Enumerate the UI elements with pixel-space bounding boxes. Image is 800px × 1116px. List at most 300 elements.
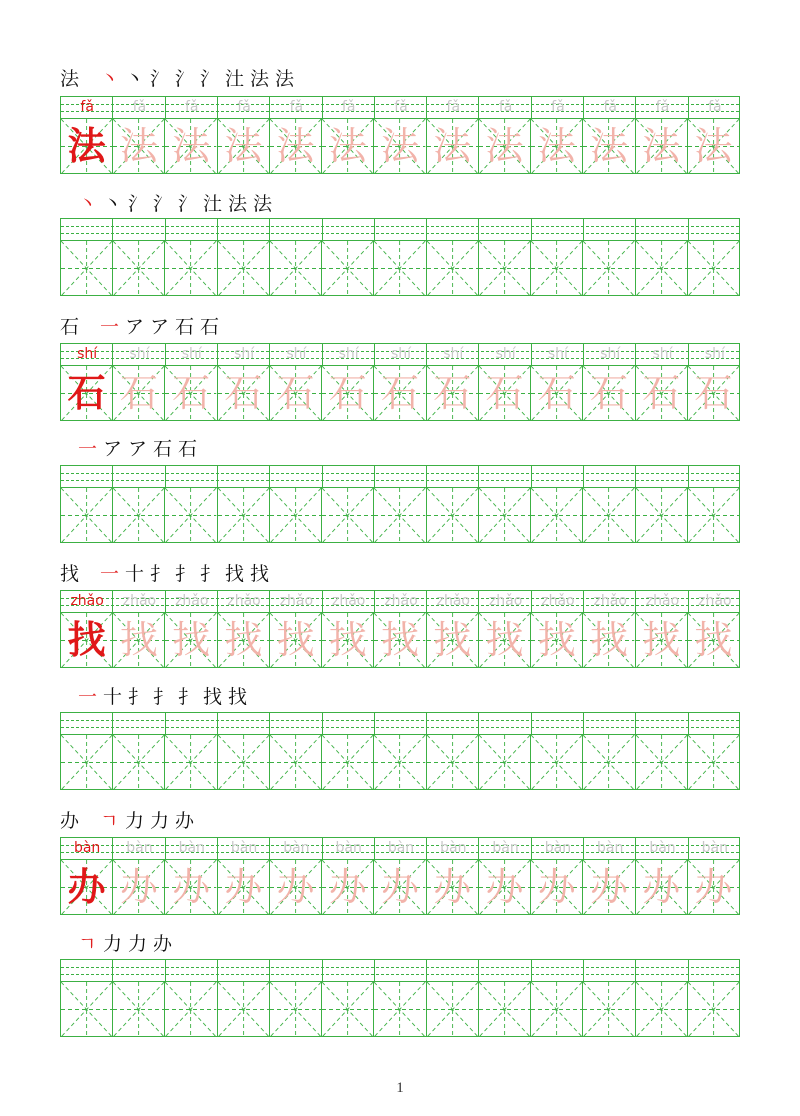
stroke-order-header	[60, 66, 300, 90]
pinyin-cell[interactable]	[375, 219, 427, 241]
pinyin-cell[interactable]	[218, 466, 270, 488]
stroke-step: 法	[228, 193, 248, 215]
pinyin-cell[interactable]	[166, 960, 218, 982]
stroke-step: 力	[103, 933, 123, 955]
trace-cell[interactable]	[113, 613, 165, 668]
pinyin-cell[interactable]	[427, 960, 479, 982]
character-label: 找	[60, 563, 80, 585]
writing-cell[interactable]	[113, 735, 165, 790]
pinyin-cell[interactable]	[689, 713, 741, 735]
trace-cell[interactable]	[583, 366, 635, 421]
writing-cell[interactable]	[479, 735, 531, 790]
trace-cell[interactable]	[218, 366, 270, 421]
stroke-order-repeat	[60, 436, 203, 460]
stroke-step: 一	[100, 563, 120, 585]
pinyin-cell[interactable]	[689, 219, 741, 241]
pinyin-trace: zhǎo	[541, 593, 575, 609]
pinyin-trace: shí	[652, 346, 673, 362]
pinyin-cell[interactable]	[636, 960, 688, 982]
character-cells	[61, 119, 739, 174]
mi-grid-guides	[636, 241, 687, 296]
stroke-step: 力	[150, 810, 170, 832]
trace-cell[interactable]	[218, 119, 270, 174]
writing-cell[interactable]	[531, 982, 583, 1037]
trace-cell[interactable]	[374, 119, 426, 174]
pinyin-cell[interactable]	[689, 960, 741, 982]
writing-cell[interactable]	[113, 982, 165, 1037]
trace-character: 办	[589, 865, 628, 909]
stroke-step: ア	[128, 438, 148, 460]
mi-grid-guides	[61, 488, 112, 543]
stroke-step: 丶	[100, 68, 120, 90]
writing-cell[interactable]	[218, 488, 270, 543]
trace-character: 办	[224, 865, 263, 909]
trace-character: 办	[433, 865, 472, 909]
writing-cell[interactable]	[688, 241, 739, 296]
mi-grid-guides	[479, 241, 530, 296]
trace-cell[interactable]	[479, 613, 531, 668]
trace-cell[interactable]	[270, 366, 322, 421]
trace-character: 石	[276, 371, 315, 415]
trace-character: 找	[537, 618, 576, 662]
trace-character: 法	[537, 124, 576, 168]
trace-character: 石	[537, 371, 576, 415]
trace-character: 石	[328, 371, 367, 415]
mi-grid-guides	[531, 488, 582, 543]
pinyin-cell[interactable]	[270, 466, 322, 488]
pinyin-cell[interactable]	[532, 713, 584, 735]
stroke-order-header	[60, 314, 225, 338]
mi-grid-guides	[531, 735, 582, 790]
pinyin-cell[interactable]	[689, 466, 741, 488]
pinyin-trace: bàn	[649, 840, 676, 856]
stroke-step: 办	[153, 933, 173, 955]
pinyin-cell[interactable]	[166, 466, 218, 488]
trace-cell[interactable]	[688, 613, 739, 668]
trace-cell[interactable]	[636, 119, 688, 174]
stroke-step: 十	[103, 686, 123, 708]
trace-character: 办	[328, 865, 367, 909]
pinyin-cell[interactable]	[479, 960, 531, 982]
pinyin-row	[61, 591, 739, 613]
writing-cell[interactable]	[688, 982, 739, 1037]
pinyin-cell[interactable]	[61, 960, 113, 982]
trace-character: 办	[119, 865, 158, 909]
stroke-step: 丶	[125, 68, 145, 90]
trace-character: 找	[381, 618, 420, 662]
stroke-step: 找	[203, 686, 223, 708]
stroke-step: 办	[175, 810, 195, 832]
writing-cell[interactable]	[479, 241, 531, 296]
pinyin-cell[interactable]	[270, 713, 322, 735]
mi-grid-guides	[374, 488, 425, 543]
character-label: 办	[60, 810, 80, 832]
writing-cell[interactable]	[322, 488, 374, 543]
writing-cell[interactable]	[688, 735, 739, 790]
mi-grid-guides	[583, 735, 634, 790]
writing-cell[interactable]	[531, 241, 583, 296]
stroke-step: ア	[150, 316, 170, 338]
pinyin-trace: fǎ	[341, 99, 356, 115]
writing-cell[interactable]	[61, 982, 113, 1037]
practice-grid	[60, 218, 740, 296]
pinyin-trace: fǎ	[289, 99, 304, 115]
trace-cell[interactable]	[218, 860, 270, 915]
trace-character: 办	[276, 865, 315, 909]
writing-cell[interactable]	[270, 488, 322, 543]
writing-cell[interactable]	[270, 241, 322, 296]
pinyin-cell[interactable]	[584, 713, 636, 735]
writing-cell[interactable]	[583, 488, 635, 543]
trace-character: 找	[328, 618, 367, 662]
practice-grid	[60, 465, 740, 543]
pinyin-cell[interactable]	[427, 219, 479, 241]
stroke-step: 法	[250, 68, 270, 90]
writing-cell[interactable]	[165, 735, 217, 790]
stroke-step: 扌	[175, 563, 195, 585]
pinyin-trace: fǎ	[237, 99, 251, 115]
trace-character: 法	[119, 124, 158, 168]
pinyin-row	[61, 713, 739, 735]
trace-cell[interactable]	[165, 613, 217, 668]
writing-cell[interactable]	[218, 982, 270, 1037]
trace-cell[interactable]	[479, 860, 531, 915]
trace-character: 法	[589, 124, 628, 168]
pinyin-trace: bàn	[440, 840, 467, 856]
stroke-step: 氵	[200, 68, 220, 90]
trace-cell[interactable]	[688, 119, 739, 174]
mi-grid-guides	[270, 241, 321, 296]
pinyin-cell[interactable]	[584, 466, 636, 488]
writing-cell[interactable]	[427, 735, 479, 790]
pinyin-cell[interactable]	[427, 466, 479, 488]
writing-cell[interactable]	[61, 735, 113, 790]
writing-cell[interactable]	[479, 982, 531, 1037]
writing-cell[interactable]	[427, 982, 479, 1037]
writing-cell[interactable]	[113, 241, 165, 296]
pinyin-model: zhǎo	[70, 593, 104, 609]
pinyin-trace: shí	[181, 346, 202, 362]
mi-grid-guides	[531, 241, 582, 296]
mi-grid-guides	[427, 241, 478, 296]
trace-cell[interactable]	[427, 860, 479, 915]
trace-cell[interactable]	[636, 613, 688, 668]
pinyin-trace: fǎ	[498, 99, 513, 115]
pinyin-cell[interactable]	[218, 219, 270, 241]
pinyin-cell[interactable]	[218, 960, 270, 982]
pinyin-cell[interactable]	[532, 960, 584, 982]
trace-cell[interactable]	[322, 860, 374, 915]
trace-cell[interactable]	[531, 613, 583, 668]
stroke-step: 找	[228, 686, 248, 708]
trace-cell[interactable]	[531, 119, 583, 174]
writing-cell[interactable]	[427, 488, 479, 543]
trace-character: 石	[694, 371, 733, 415]
trace-cell[interactable]	[531, 366, 583, 421]
writing-cell[interactable]	[322, 982, 374, 1037]
trace-cell[interactable]	[688, 366, 739, 421]
pinyin-trace: bàn	[597, 840, 624, 856]
writing-cell[interactable]	[322, 735, 374, 790]
trace-character: 找	[433, 618, 472, 662]
pinyin-cell[interactable]	[584, 960, 636, 982]
writing-cell[interactable]	[61, 488, 113, 543]
mi-grid-guides	[61, 735, 112, 790]
model-character: 石	[67, 370, 106, 415]
pinyin-cell[interactable]	[323, 219, 375, 241]
pinyin-row	[61, 466, 739, 488]
model-tracing-grid	[60, 837, 740, 915]
practice-grid	[60, 712, 740, 790]
writing-cell[interactable]	[636, 488, 688, 543]
stroke-order-header	[60, 561, 275, 585]
practice-grid	[60, 959, 740, 1037]
trace-character: 找	[694, 618, 733, 662]
trace-cell[interactable]	[270, 613, 322, 668]
mi-grid-guides	[479, 735, 530, 790]
pinyin-cell[interactable]	[113, 219, 165, 241]
writing-cell[interactable]	[165, 982, 217, 1037]
character-cells	[61, 488, 739, 543]
mi-grid-guides	[218, 735, 269, 790]
mi-grid-guides	[374, 735, 425, 790]
pinyin-trace: shí	[338, 346, 359, 362]
stroke-step: 石	[178, 438, 198, 460]
trace-character: 法	[276, 124, 315, 168]
writing-cell[interactable]	[113, 488, 165, 543]
pinyin-cell[interactable]	[479, 219, 531, 241]
pinyin-cell[interactable]	[218, 713, 270, 735]
trace-cell[interactable]	[427, 119, 479, 174]
pinyin-cell[interactable]	[323, 960, 375, 982]
stroke-step: 氵	[153, 193, 173, 215]
pinyin-cell[interactable]	[584, 219, 636, 241]
pinyin-model: bàn	[73, 840, 101, 856]
pinyin-trace: shí	[286, 346, 307, 362]
character-cells	[61, 613, 739, 668]
stroke-step: 找	[250, 563, 270, 585]
model-cell	[61, 860, 113, 915]
stroke-step: 丶	[103, 193, 123, 215]
pinyin-row	[61, 344, 739, 366]
trace-cell[interactable]	[688, 860, 739, 915]
trace-cell[interactable]	[374, 860, 426, 915]
writing-cell[interactable]	[531, 488, 583, 543]
stroke-step: ㄱ	[78, 933, 97, 955]
mi-grid-guides	[113, 241, 164, 296]
trace-cell[interactable]	[427, 613, 479, 668]
page-number: 1	[396, 1080, 404, 1096]
stroke-step: 一	[78, 438, 98, 460]
stroke-step: ア	[103, 438, 123, 460]
pinyin-trace: fǎ	[708, 99, 722, 115]
pinyin-cell[interactable]	[166, 713, 218, 735]
writing-cell[interactable]	[218, 241, 270, 296]
pinyin-trace: fǎ	[185, 99, 199, 115]
trace-cell[interactable]	[165, 366, 217, 421]
pinyin-cell[interactable]	[270, 219, 322, 241]
pinyin-trace: zhǎo	[279, 593, 314, 609]
writing-cell[interactable]	[479, 488, 531, 543]
stroke-order-repeat	[60, 191, 278, 215]
trace-cell[interactable]	[165, 860, 217, 915]
trace-cell[interactable]	[636, 366, 688, 421]
pinyin-cell[interactable]	[479, 466, 531, 488]
pinyin-trace: bàn	[230, 840, 258, 856]
writing-cell[interactable]	[374, 735, 426, 790]
trace-cell[interactable]	[270, 119, 322, 174]
mi-grid-guides	[165, 982, 216, 1037]
trace-cell[interactable]	[479, 119, 531, 174]
writing-cell[interactable]	[374, 241, 426, 296]
mi-grid-guides	[218, 241, 269, 296]
trace-cell[interactable]	[583, 860, 635, 915]
pinyin-cell[interactable]	[636, 466, 688, 488]
trace-cell[interactable]	[531, 860, 583, 915]
trace-cell[interactable]	[322, 119, 374, 174]
writing-cell[interactable]	[688, 488, 739, 543]
pinyin-cell[interactable]	[636, 219, 688, 241]
trace-cell[interactable]	[218, 613, 270, 668]
trace-cell[interactable]	[583, 613, 635, 668]
trace-cell[interactable]	[479, 366, 531, 421]
pinyin-trace: fǎ	[603, 99, 617, 115]
writing-cell[interactable]	[583, 982, 635, 1037]
pinyin-cell[interactable]	[375, 960, 427, 982]
trace-character: 找	[172, 618, 211, 662]
pinyin-trace: shí	[600, 346, 621, 362]
pinyin-cell[interactable]	[113, 466, 165, 488]
trace-cell[interactable]	[374, 613, 426, 668]
pinyin-model: fǎ	[80, 99, 94, 115]
mi-grid-guides	[427, 982, 478, 1037]
mi-grid-guides	[688, 488, 739, 543]
mi-grid-guides	[165, 488, 216, 543]
writing-cell[interactable]	[427, 241, 479, 296]
stroke-step: 找	[225, 563, 245, 585]
model-tracing-grid	[60, 343, 740, 421]
mi-grid-guides	[636, 488, 687, 543]
pinyin-trace: bàn	[283, 840, 310, 856]
trace-character: 办	[642, 865, 681, 909]
pinyin-trace: zhǎo	[384, 593, 418, 609]
pinyin-trace: fǎ	[446, 99, 461, 115]
character-cells	[61, 735, 739, 790]
writing-cell[interactable]	[218, 735, 270, 790]
writing-cell[interactable]	[270, 735, 322, 790]
trace-cell[interactable]	[322, 366, 374, 421]
model-cell	[61, 366, 113, 421]
trace-character: 法	[433, 124, 472, 168]
mi-grid-guides	[583, 241, 634, 296]
mi-grid-guides	[113, 735, 164, 790]
writing-cell[interactable]	[374, 982, 426, 1037]
pinyin-cell[interactable]	[61, 713, 113, 735]
pinyin-trace: bàn	[126, 840, 153, 856]
trace-character: 找	[119, 618, 158, 662]
writing-cell[interactable]	[583, 735, 635, 790]
stroke-step: 氵	[128, 193, 148, 215]
writing-cell[interactable]	[165, 488, 217, 543]
writing-cell[interactable]	[61, 241, 113, 296]
pinyin-cell[interactable]	[270, 960, 322, 982]
trace-cell[interactable]	[165, 119, 217, 174]
stroke-step: 汢	[225, 68, 245, 90]
stroke-step: 扌	[200, 563, 220, 585]
mi-grid-guides	[270, 735, 321, 790]
pinyin-cell[interactable]	[479, 713, 531, 735]
pinyin-cell[interactable]	[61, 466, 113, 488]
trace-cell[interactable]	[322, 613, 374, 668]
mi-grid-guides	[688, 241, 739, 296]
pinyin-cell[interactable]	[323, 713, 375, 735]
trace-cell[interactable]	[113, 860, 165, 915]
pinyin-cell[interactable]	[375, 713, 427, 735]
model-tracing-grid	[60, 96, 740, 174]
writing-cell[interactable]	[583, 241, 635, 296]
stroke-order-repeat	[60, 931, 178, 955]
pinyin-cell[interactable]	[113, 960, 165, 982]
writing-cell[interactable]	[270, 982, 322, 1037]
stroke-step: 汢	[203, 193, 223, 215]
stroke-step: 力	[128, 933, 148, 955]
trace-cell[interactable]	[374, 366, 426, 421]
trace-cell[interactable]	[270, 860, 322, 915]
mi-grid-guides	[322, 488, 373, 543]
pinyin-cell[interactable]	[61, 219, 113, 241]
pinyin-cell[interactable]	[113, 713, 165, 735]
writing-cell[interactable]	[636, 241, 688, 296]
trace-cell[interactable]	[113, 119, 165, 174]
writing-cell[interactable]	[531, 735, 583, 790]
pinyin-cell[interactable]	[532, 466, 584, 488]
pinyin-cell[interactable]	[636, 713, 688, 735]
pinyin-trace: shí	[129, 346, 150, 362]
mi-grid-guides	[165, 735, 216, 790]
stroke-step: 法	[253, 193, 273, 215]
trace-character: 找	[224, 618, 263, 662]
writing-cell[interactable]	[322, 241, 374, 296]
model-cell	[61, 613, 113, 668]
pinyin-cell[interactable]	[427, 713, 479, 735]
trace-character: 法	[381, 124, 420, 168]
stroke-step: ㄱ	[100, 810, 119, 832]
trace-cell[interactable]	[636, 860, 688, 915]
mi-grid-guides	[688, 735, 739, 790]
mi-grid-guides	[218, 488, 269, 543]
pinyin-cell[interactable]	[323, 466, 375, 488]
writing-cell[interactable]	[374, 488, 426, 543]
mi-grid-guides	[688, 982, 739, 1037]
trace-cell[interactable]	[427, 366, 479, 421]
trace-cell[interactable]	[113, 366, 165, 421]
pinyin-cell[interactable]	[166, 219, 218, 241]
pinyin-trace: shí	[443, 346, 464, 362]
writing-cell[interactable]	[165, 241, 217, 296]
mi-grid-guides	[427, 488, 478, 543]
stroke-step: 扌	[150, 563, 170, 585]
pinyin-cell[interactable]	[375, 466, 427, 488]
model-character: 办	[67, 864, 106, 909]
trace-character: 法	[694, 124, 733, 168]
pinyin-trace: shí	[547, 346, 568, 362]
trace-character: 石	[433, 371, 472, 415]
stroke-step: 力	[125, 810, 145, 832]
pinyin-cell[interactable]	[532, 219, 584, 241]
writing-cell[interactable]	[636, 982, 688, 1037]
trace-cell[interactable]	[583, 119, 635, 174]
writing-cell[interactable]	[636, 735, 688, 790]
